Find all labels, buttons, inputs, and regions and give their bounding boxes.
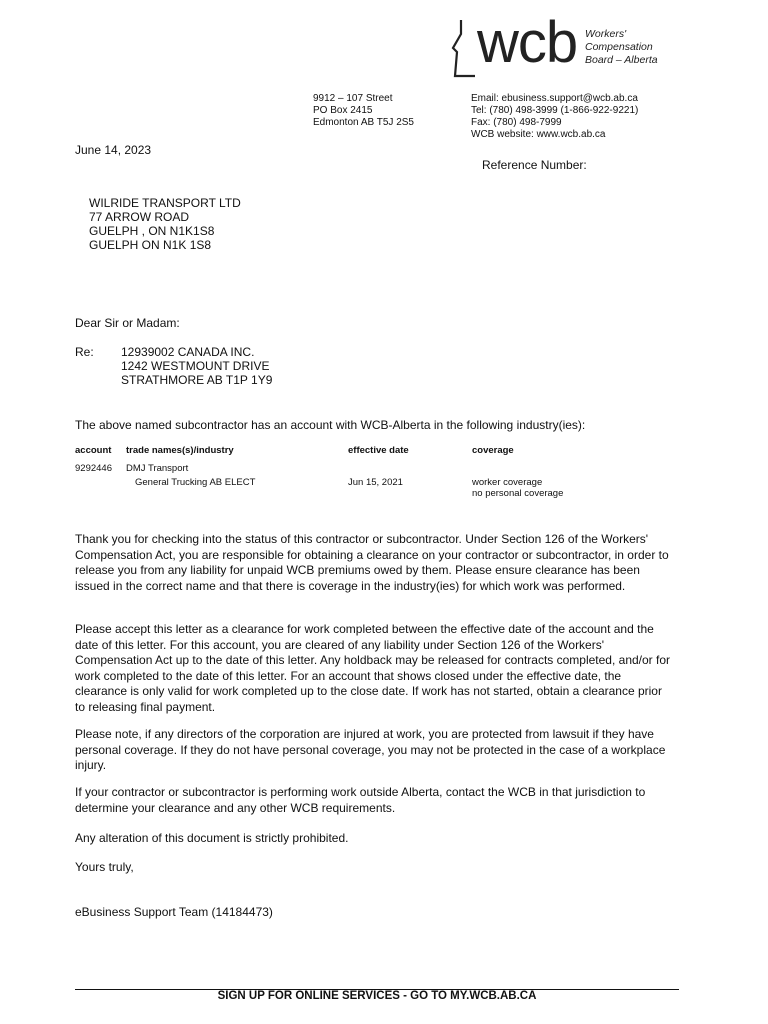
recipient-address: WILRIDE TRANSPORT LTD 77 ARROW ROAD GUELPH , ON N1K1S8 GUELPH ON N1K 1S8 [89,196,241,252]
logo-mark: wcb [477,10,578,75]
paragraph-directors: Please note, if any directors of the corporation are injured at work, you are protected from lawsuit if they have personal coverage. If they do not have personal coverage, you may not be protected in the case of a workplace injury. [75,727,666,773]
logo-subtitle: Workers' Compensation Board – Alberta [585,28,658,66]
header-trade-name: trade names(s)/industry [126,445,234,456]
wcb-logo [447,10,677,84]
contact-fax: Fax: (780) 498-7999 [471,117,562,128]
paragraph-clearance-intro: Thank you for checking into the status of this contractor or subcontractor. Under Section 126 of the Workers' Compensation Act, you are responsible for obtaining a clearance on your contractor or subcontractor, in order to release you from any liability for unpaid WCB premiums owed by them. Please ensure clearance has been issued in the correct name and that there is coverage in the industry(ies) for which work was performed. [75,532,669,593]
wcb-contact [471,93,638,141]
contact-email: Email: ebusiness.support@wcb.ab.ca [471,93,638,104]
intro-text: The above named subcontractor has an account with WCB-Alberta in the following industry(ies): [75,418,586,432]
salutation: Dear Sir or Madam: [75,316,180,330]
table-row [75,463,622,477]
paragraph-clearance-terms: Please accept this letter as a clearance for work completed between the effective date of the account and the date of this letter. For this account, you are cleared of any liability under Section 126 of the Workers' Compensation Act up to the date of this letter. Any holdback may be released for contracts completed, and/or for work completed to the date of this letter. For an account that shows closed under the effective date, the clearance is only valid for work completed up to the close date. If work has not started, obtain a clearance prior to releasing final payment. [75,622,671,714]
contact-tel: Tel: (780) 498-3999 (1-866-922-9221) [471,105,639,116]
header-account: account [75,445,112,456]
paragraph-outside-alberta: If your contractor or subcontractor is performing work outside Alberta, contact the WCB in that jurisdiction to determine your clearance and any other WCB requirements. [75,785,646,815]
trade-name: DMJ Transport [126,463,189,474]
alberta-outline-icon [447,18,477,78]
reference-number-label: Reference Number: [482,158,587,172]
account-table [75,445,622,499]
header-coverage: coverage [472,445,514,456]
header-effective-date: effective date [348,445,409,456]
table-header-row [75,445,622,463]
re-label: Re: [75,345,94,359]
signature: eBusiness Support Team (14184473) [75,905,273,919]
paragraph-alteration: Any alteration of this document is strictly prohibited. [75,831,349,845]
re-address: 12939002 CANADA INC. 1242 WESTMOUNT DRIVE STRATHMORE AB T1P 1Y9 [121,345,273,387]
contact-website: WCB website: www.wcb.ab.ca [471,129,606,140]
wcb-address: 9912 – 107 Street PO Box 2415 Edmonton AB T5J 2S5 [313,93,414,128]
coverage: worker coverage no personal coverage [472,477,564,499]
footer-text: SIGN UP FOR ONLINE SERVICES - GO TO MY.WCB.AB.CA [217,990,537,1002]
effective-date: Jun 15, 2021 [348,477,403,488]
letter-date: June 14, 2023 [75,143,152,157]
account-number: 9292446 [75,463,112,474]
table-row [75,477,622,499]
closing: Yours truly, [75,860,134,874]
industry: General Trucking AB ELECT [135,477,256,488]
